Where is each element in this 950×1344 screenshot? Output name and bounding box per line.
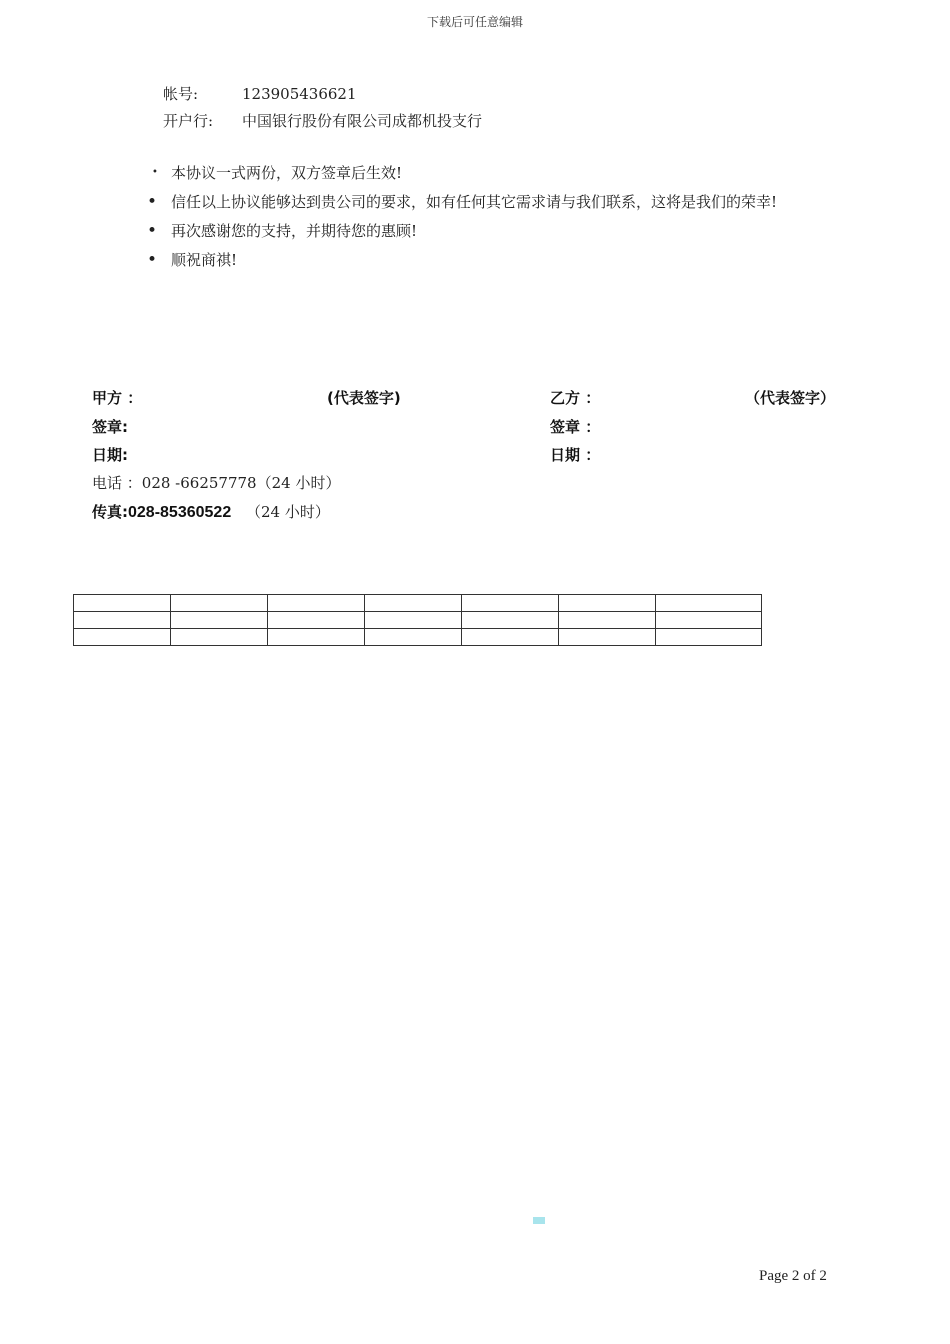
bullet-icon: • <box>147 192 158 212</box>
list-item <box>146 191 777 220</box>
table-cell <box>462 612 559 629</box>
table-cell <box>74 595 171 612</box>
party-a-rep: (代表签字) <box>327 389 401 407</box>
party-a-date: 日期: <box>92 446 128 464</box>
header-note: 下载后可任意编辑 <box>426 15 523 29</box>
highlight-marker <box>533 1217 545 1224</box>
phone-label: 电话 ： <box>92 474 142 492</box>
account-label: 帐号: <box>163 85 199 103</box>
table-row <box>74 612 762 629</box>
list-item-text: 顺祝商祺! <box>171 251 238 269</box>
list-item-text: 再次感谢您的支持，并期待您的惠顾! <box>171 222 418 240</box>
table-cell <box>559 595 656 612</box>
bullet-icon: • <box>152 167 158 178</box>
bullet-icon: • <box>147 250 158 270</box>
party-b-seal: 签章 ： <box>550 418 601 436</box>
fax-note: （24 小时） <box>246 503 330 521</box>
party-a-seal: 签章: <box>92 418 128 436</box>
phone-row <box>92 472 340 493</box>
list-item-text: 本协议一式两份，双方签章后生效! <box>171 164 403 182</box>
table-row <box>74 629 762 646</box>
table-cell <box>171 612 268 629</box>
table-cell <box>74 612 171 629</box>
list-item-text: 信任以上协议能够达到贵公司的要求，如有任何其它需求请与我们联系，这将是我们的荣幸! <box>171 193 778 211</box>
table-cell <box>365 629 462 646</box>
list-item <box>146 162 777 191</box>
party-a-label: 甲方 ： <box>92 389 143 407</box>
fax-label: 传真: <box>92 503 128 521</box>
table-cell <box>656 629 762 646</box>
list-item <box>146 249 777 278</box>
list-item <box>146 220 777 249</box>
table-cell <box>268 612 365 629</box>
empty-table <box>73 594 762 646</box>
table-cell <box>559 629 656 646</box>
branch-row <box>163 110 482 131</box>
table-cell <box>656 595 762 612</box>
page-number: Page 2 of 2 <box>759 1268 827 1284</box>
table-cell <box>268 629 365 646</box>
table-cell <box>74 629 171 646</box>
fax-value: 028-85360522 <box>128 504 232 521</box>
branch-value: 中国银行股份有限公司成都机投支行 <box>242 112 483 130</box>
bullet-list <box>146 162 777 278</box>
phone-value: 028 -66257778（24 小时） <box>141 474 341 492</box>
party-b-date: 日期 ： <box>550 446 601 464</box>
table-cell <box>462 629 559 646</box>
bullet-icon: • <box>147 221 158 241</box>
table-cell <box>559 612 656 629</box>
table-cell <box>171 595 268 612</box>
fax-row <box>92 501 330 522</box>
table-cell <box>462 595 559 612</box>
table-cell <box>268 595 365 612</box>
account-row <box>163 83 357 104</box>
account-value: 123905436621 <box>242 85 357 103</box>
table-cell <box>365 595 462 612</box>
table-row <box>74 595 762 612</box>
branch-label: 开户行: <box>163 112 214 130</box>
table-cell <box>365 612 462 629</box>
table-cell <box>656 612 762 629</box>
party-b-rep: （代表签字） <box>745 389 836 407</box>
table-cell <box>171 629 268 646</box>
party-b-label: 乙方 ： <box>550 389 601 407</box>
